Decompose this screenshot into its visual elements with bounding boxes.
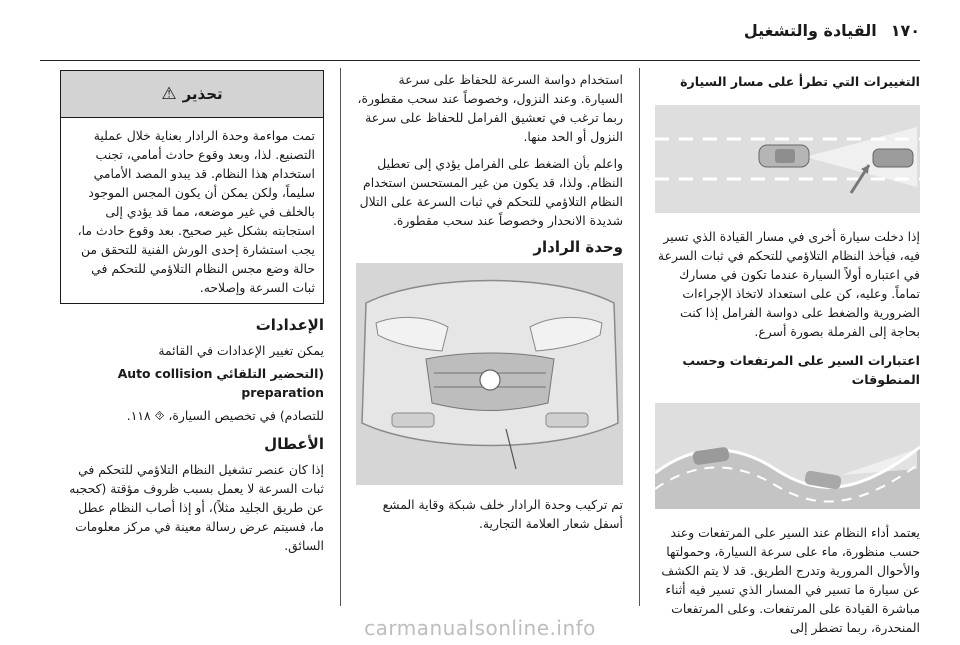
- settings-term-ar: (التحضير التلقائي: [216, 366, 324, 381]
- right-column: [655, 70, 920, 645]
- chapter-title: القيادة والتشغيل: [743, 20, 877, 40]
- warning-box: [60, 70, 324, 304]
- header-rule: [40, 60, 920, 61]
- hills-heading: اعتبارات السير على المرتفعات وحسب المنطوقات: [682, 353, 920, 387]
- warning-triangle-icon: ⚠: [161, 83, 177, 104]
- middle-para-2: واعلم بأن الضغط على الفرامل يؤدي إلى تعطيل النظام. ولذا، قد يكون من غير المستحسن استخدام النظام التلاؤمي للتحكم في ثبات السرعة على التلال شديدة الانحدار وخصوصاً عند سحب مقطورة.: [359, 156, 623, 228]
- radar-heading: وحدة الرادار: [533, 238, 623, 256]
- settings-line-1: يمكن تغيير الإعدادات في القائمة: [158, 343, 324, 358]
- page-header: [40, 14, 920, 46]
- settings-line-3: للتصادم) في تخصيص السيارة، ⯑ ١١٨.: [126, 408, 324, 423]
- hills-figure: [655, 403, 920, 509]
- warning-header: [61, 71, 323, 118]
- lane-change-figure: [655, 105, 920, 213]
- page-ref-icon: ⯑: [154, 408, 165, 423]
- column-divider-left: [340, 68, 341, 606]
- warning-text: تمت مواءمة وحدة الرادار بعناية خلال عملية التصنيع. لذا، وبعد وقوع حادث أمامي، تجنب استخدام هذا النظام. قد يبدو المصد الأمامي سليماً، ولكن يمكن أن يكون المجس الموجود بالخلف في غير موضعه، مما قد يؤدي إلى استجابته بشكل غير صحيح. بعد وقوع حادث ما، يجب استشارة إحدى الورش الفنية للتحقق من حالة وضع مجس النظام التلاؤمي للتحكم في ثبات السرعة وإصلاحه.: [77, 128, 315, 295]
- faults-text: إذا كان عنصر تشغيل النظام التلاؤمي للتحكم في ثبات السرعة لا يعمل بسبب ظروف مؤقتة (كحجبه عن طريق الجليد مثلاً)، أو إذا أصاب النظام عطل ما، فسيتم عرض رسالة معينة في مركز معلومات السائق.: [69, 462, 324, 553]
- warning-title: تحذير: [182, 84, 223, 103]
- hills-text: يعتمد أداء النظام عند السير على المرتفعات وعند حسب منظورة، ماء على سرعة السيارة، وحمولتها والأحوال المرورية وتدرج الطريق. قد لا يتم الكشف عن سيارة ما تسير في المسار الذي تسير فيه أثناء مباشرة القيادة على المرتفعات. وعلى المرتفعات المنحدرة، ربما تضطر إلى: [661, 525, 920, 635]
- faults-heading: الأعطال: [264, 435, 324, 453]
- watermark: carmanualsonline.info: [364, 616, 596, 640]
- lane-change-text: إذا دخلت سيارة أخرى في مسار القيادة الذي تسير فيه، فيأخذ النظام التلاؤمي للتحكم في ثبات السرعة في اعتباره أولاً السيارة عندما تكون في مسارك تماماً. وعليه، كن على استعداد لاتخاذ الإجراءات الضرورية والضغط على دواسة الفرامل إذا كنت بحاجة إلى الفرملة بصورة أسرع.: [657, 229, 920, 339]
- radar-figure: [356, 263, 623, 485]
- settings-line-2: [60, 364, 324, 402]
- middle-column: [356, 70, 623, 541]
- lane-change-heading: التغييرات التي تطرأ على مسار السيارة: [680, 74, 920, 89]
- column-divider-right: [639, 68, 640, 606]
- left-column: [60, 70, 324, 563]
- settings-term: Auto collision preparation: [117, 366, 324, 400]
- settings-heading: الإعدادات: [255, 316, 324, 334]
- middle-para-1: استخدام دواسة السرعة للحفاظ على سرعة السيارة. وعند النزول، وخصوصاً عند سحب مقطورة، ربما ترغب في تعشيق الفرامل للحفاظ على سرعة النزول أو الحد منها.: [357, 72, 623, 144]
- settings-ref[interactable]: ١١٨: [130, 408, 151, 423]
- settings-line-3-text: للتصادم) في تخصيص السيارة،: [164, 408, 324, 423]
- radar-caption: تم تركيب وحدة الرادار خلف شبكة وقاية المشع أسفل شعار العلامة التجارية.: [382, 497, 623, 531]
- page-number: ١٧٠: [890, 20, 920, 40]
